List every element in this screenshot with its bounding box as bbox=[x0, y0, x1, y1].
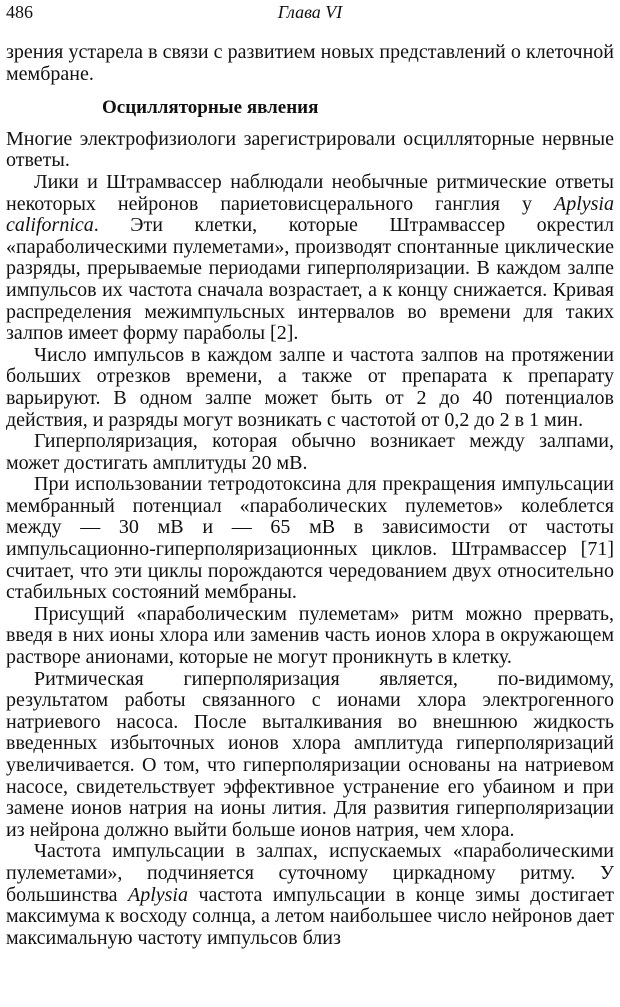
paragraph-1: Многие электрофизиологи зарегистрировали осцилляторные нервные ответы. bbox=[6, 127, 614, 172]
paragraph-8-text-b: частота импульсации в конце зимы достигает максимума к восходу солнца, а летом наибольшее число нейронов дает максимальную частоту импульсов близ bbox=[6, 883, 614, 949]
species-name-italic: Aplysia californica bbox=[6, 192, 614, 237]
page-header bbox=[6, 2, 614, 42]
paragraph-4: Гиперполяризация, которая обычно возникает между залпами, может достигать амплитуды 20 мВ. bbox=[6, 430, 614, 474]
paragraph-2 bbox=[6, 172, 614, 345]
page-number: 486 bbox=[6, 2, 33, 22]
paragraph-continuation: зрения устарела в связи с развитием новых представлений о клеточной мембране. bbox=[6, 41, 614, 85]
paragraph-3: Число импульсов в каждом залпе и частота залпов на протяжении больших отрезков времени, а также от препарата к препарату варьируют. В одном залпе может быть от 2 до 40 потенциалов действия, и разряды могут возникать с частотой от 0,2 до 2 в 1 мин. bbox=[6, 343, 614, 431]
paragraph-8 bbox=[6, 841, 614, 949]
species-name-italic: Aplysia bbox=[127, 883, 188, 906]
section-heading: Осцилляторные явления bbox=[102, 97, 319, 119]
paragraph-6: Присущий «параболическим пулеметам» ритм можно прервать, введя в них ионы хлора или заменив часть ионов хлора в окружающем растворе анионами, которые не могут проникнуть в клетку. bbox=[6, 602, 614, 669]
running-head: Глава VI bbox=[277, 2, 343, 22]
paragraph-2-text-a: Лики и Штрамвассер наблюдали необычные ритмические ответы некоторых нейронов париетовисцерального ганглия у bbox=[6, 170, 614, 215]
paragraph-8-text-a: Частота импульсации в залпах, испускаемых «параболическими пулеметами», подчиняется суточному циркадному ритму. У большинства bbox=[6, 840, 614, 906]
paragraph-5: При использовании тетродотоксина для прекращения импульсации мембранный потенциал «параболических пулеметов» колеблется между — 30 мВ и — 65 мВ в зависимости от частоты импульсационно-гиперполяризационных циклов. Штрамвассер [71] считает, что эти циклы порождаются чередованием двух относительно стабильных состояний мембраны. bbox=[6, 473, 614, 604]
paragraph-7: Ритмическая гиперполяризация является, по-видимому, результатом работы связанного с ионами хлора электрогенного натриевого насоса. После выталкивания во внешнюю жидкость введенных избыточных ионов хлора амплитуда гиперполяризаций увеличивается. О том, что гиперполяризации основаны на натриевом насосе, свидетельствует эффективное устранение его убаином и при замене ионов натрия на ионы лития. Для развития гиперполяризации из нейрона должно выйти больше ионов натрия, чем хлора. bbox=[6, 667, 614, 841]
paragraph-2-text-b: . Эти клетки, которые Штрамвассер окрестил «параболическими пулеметами», производят спонтанные циклические разряды, прерываемые периодами гиперполяризации. В каждом залпе импульсов их частота сначала возрастает, а к концу снижается. Кривая распределения межимпульсных интервалов во времени для таких залпов имеет форму параболы [2]. bbox=[6, 214, 614, 345]
